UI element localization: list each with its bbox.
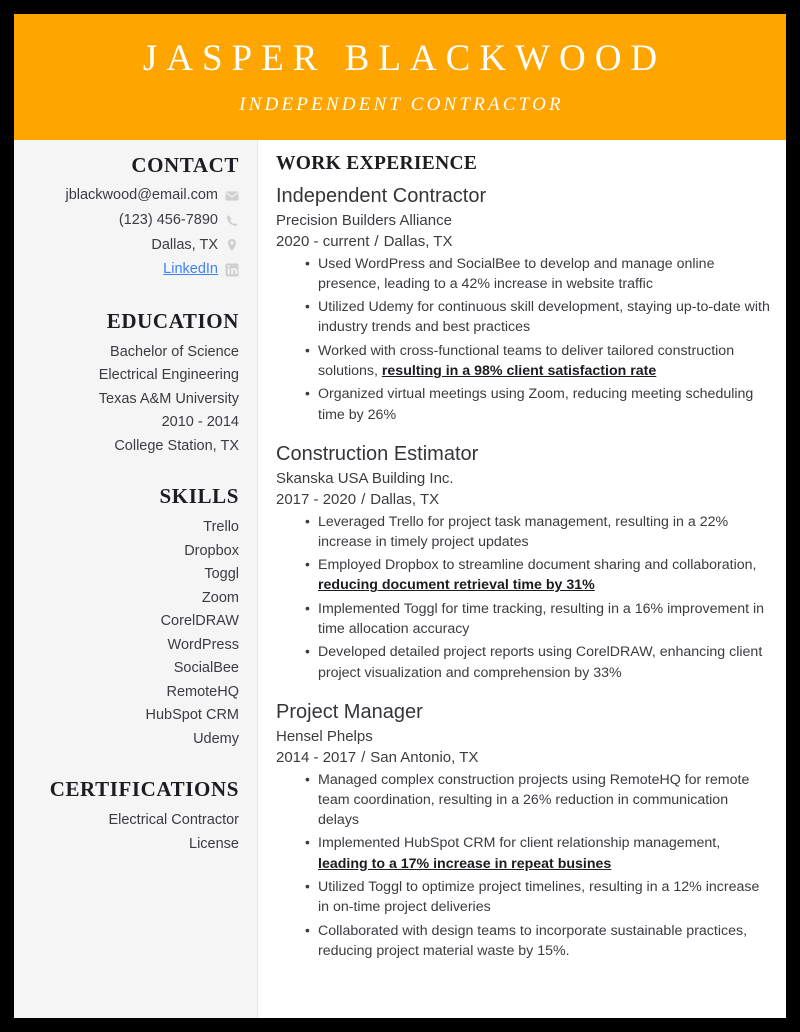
skill-item: HubSpot CRM xyxy=(145,707,239,724)
job-bullet xyxy=(305,297,770,338)
job-company: Hensel Phelps xyxy=(276,727,373,745)
job-meta-separator: / xyxy=(361,749,366,767)
job-location: Dallas, TX xyxy=(383,233,453,251)
envelope-icon xyxy=(225,189,239,203)
resume-header xyxy=(14,14,786,140)
contact-heading: CONTACT xyxy=(131,153,239,177)
bullet-text: Used WordPress and SocialBee to develop and manage online presence, leading to a 42% increase in website traffic xyxy=(318,255,715,292)
bullet-text: Organized virtual meetings using Zoom, reducing meeting scheduling time by 26% xyxy=(318,386,754,423)
bullet-highlight: leading to a 17% increase in repeat busines xyxy=(318,855,612,872)
contact-item xyxy=(26,235,239,257)
work-experience-item xyxy=(276,699,770,961)
skill-item: Udemy xyxy=(193,730,239,747)
job-title: Construction Estimator xyxy=(276,442,479,465)
education-heading: EDUCATION xyxy=(106,309,239,333)
job-bullet-list xyxy=(276,512,770,683)
bullet-text: Utilized Toggl to optimize project timelines, resulting in a 12% increase in on-time project deliveries xyxy=(318,879,760,916)
contact-link[interactable]: LinkedIn xyxy=(163,261,218,278)
education-list xyxy=(26,341,239,458)
job-location: Dallas, TX xyxy=(370,491,440,509)
linkedin-icon xyxy=(225,263,239,277)
bullet-text: Worked with cross-functional teams to deliver tailored construction solutions, xyxy=(318,342,735,380)
map-pin-icon xyxy=(225,238,239,252)
certifications-list xyxy=(26,809,239,856)
job-bullet xyxy=(305,642,770,683)
contact-item xyxy=(26,210,239,232)
job-bullet xyxy=(305,555,770,596)
job-dates: 2014 - 2017 xyxy=(276,749,357,767)
bullet-text: Leveraged Trello for project task management, resulting in a 22% increase in timely project updates xyxy=(318,513,729,550)
job-bullet-list xyxy=(276,770,770,962)
skills-section xyxy=(26,484,239,751)
education-line: Texas A&M University xyxy=(98,390,239,407)
job-meta xyxy=(276,231,770,252)
education-line: Bachelor of Science xyxy=(110,344,239,360)
job-bullet-list xyxy=(276,254,770,425)
skill-item: Toggl xyxy=(204,566,239,583)
job-bullet xyxy=(305,254,770,295)
work-experience-list xyxy=(276,183,770,961)
candidate-name: JASPER BLACKWOOD xyxy=(142,38,667,79)
resume-page xyxy=(14,14,786,1018)
job-bullet xyxy=(305,512,770,553)
skill-item: Zoom xyxy=(201,589,239,606)
work-experience-heading: WORK EXPERIENCE xyxy=(276,153,478,174)
job-bullet xyxy=(305,921,770,962)
contact-value: Dallas, TX xyxy=(151,236,218,253)
job-bullet xyxy=(305,384,770,425)
contact-item[interactable] xyxy=(26,259,239,281)
education-line: College Station, TX xyxy=(114,437,239,454)
job-meta-separator: / xyxy=(374,233,379,251)
contact-value: (123) 456-7890 xyxy=(118,211,218,228)
skill-item: SocialBee xyxy=(173,660,239,677)
resume-body xyxy=(14,140,786,1018)
job-dates: 2020 - current xyxy=(276,233,370,251)
skill-item: WordPress xyxy=(167,636,239,653)
skills-heading: SKILLS xyxy=(159,484,239,509)
contact-item xyxy=(26,185,239,207)
skill-item: RemoteHQ xyxy=(166,683,239,700)
job-title: Independent Contractor xyxy=(276,185,487,207)
candidate-job-title: INDEPENDENT CONTRACTOR xyxy=(239,94,564,116)
bullet-text: Collaborated with design teams to incorporate sustainable practices, reducing project material waste by 15%. xyxy=(318,922,748,959)
job-title: Project Manager xyxy=(276,700,423,723)
certification-line: Electrical Contractor xyxy=(108,812,239,829)
bullet-text: Managed complex construction projects using RemoteHQ for remote team coordination, resulting in a 26% reduction in communication delays xyxy=(318,771,750,829)
job-bullet xyxy=(305,833,770,874)
skill-item: Dropbox xyxy=(184,542,239,559)
certifications-heading: CERTIFICATIONS xyxy=(49,777,239,802)
contact-list xyxy=(26,185,239,281)
job-bullet xyxy=(305,877,770,918)
bullet-text: Implemented HubSpot CRM for client relationship management, xyxy=(318,835,721,852)
skill-item: CorelDRAW xyxy=(160,613,239,630)
job-bullet xyxy=(305,341,770,382)
contact-value: jblackwood@email.com xyxy=(65,187,218,203)
job-dates: 2017 - 2020 xyxy=(276,491,357,509)
certifications-section xyxy=(26,777,239,856)
job-meta xyxy=(276,489,770,510)
sidebar xyxy=(14,140,258,1018)
bullet-text: Implemented Toggl for time tracking, resulting in a 16% improvement in time allocation accuracy xyxy=(318,600,765,638)
job-meta xyxy=(276,747,770,768)
main-column xyxy=(258,140,786,1018)
job-company: Precision Builders Alliance xyxy=(276,212,452,229)
bullet-text: Employed Dropbox to streamline document sharing and collaboration, xyxy=(318,557,757,574)
work-experience-item xyxy=(276,183,770,425)
work-experience-item xyxy=(276,441,770,683)
phone-icon xyxy=(225,214,239,228)
bullet-text: Utilized Udemy for continuous skill development, staying up-to-date with industry trends and best practices xyxy=(318,299,770,336)
skill-item: Trello xyxy=(203,519,239,536)
bullet-text: Developed detailed project reports using CorelDRAW, enhancing client project visualization and comprehension by 33% xyxy=(318,644,763,681)
job-location: San Antonio, TX xyxy=(370,749,479,767)
job-bullet xyxy=(305,599,770,640)
skills-list xyxy=(26,516,239,751)
job-bullet xyxy=(305,770,770,831)
education-line: Electrical Engineering xyxy=(98,367,239,384)
contact-section xyxy=(26,153,239,281)
bullet-highlight: resulting in a 98% client satisfaction rate xyxy=(381,363,657,380)
job-company: Skanska USA Building Inc. xyxy=(276,469,454,487)
bullet-highlight: reducing document retrieval time by 31% xyxy=(318,577,595,594)
certification-line: License xyxy=(189,835,239,852)
education-line: 2010 - 2014 xyxy=(161,414,239,431)
education-section xyxy=(26,309,239,458)
job-meta-separator: / xyxy=(361,491,366,509)
